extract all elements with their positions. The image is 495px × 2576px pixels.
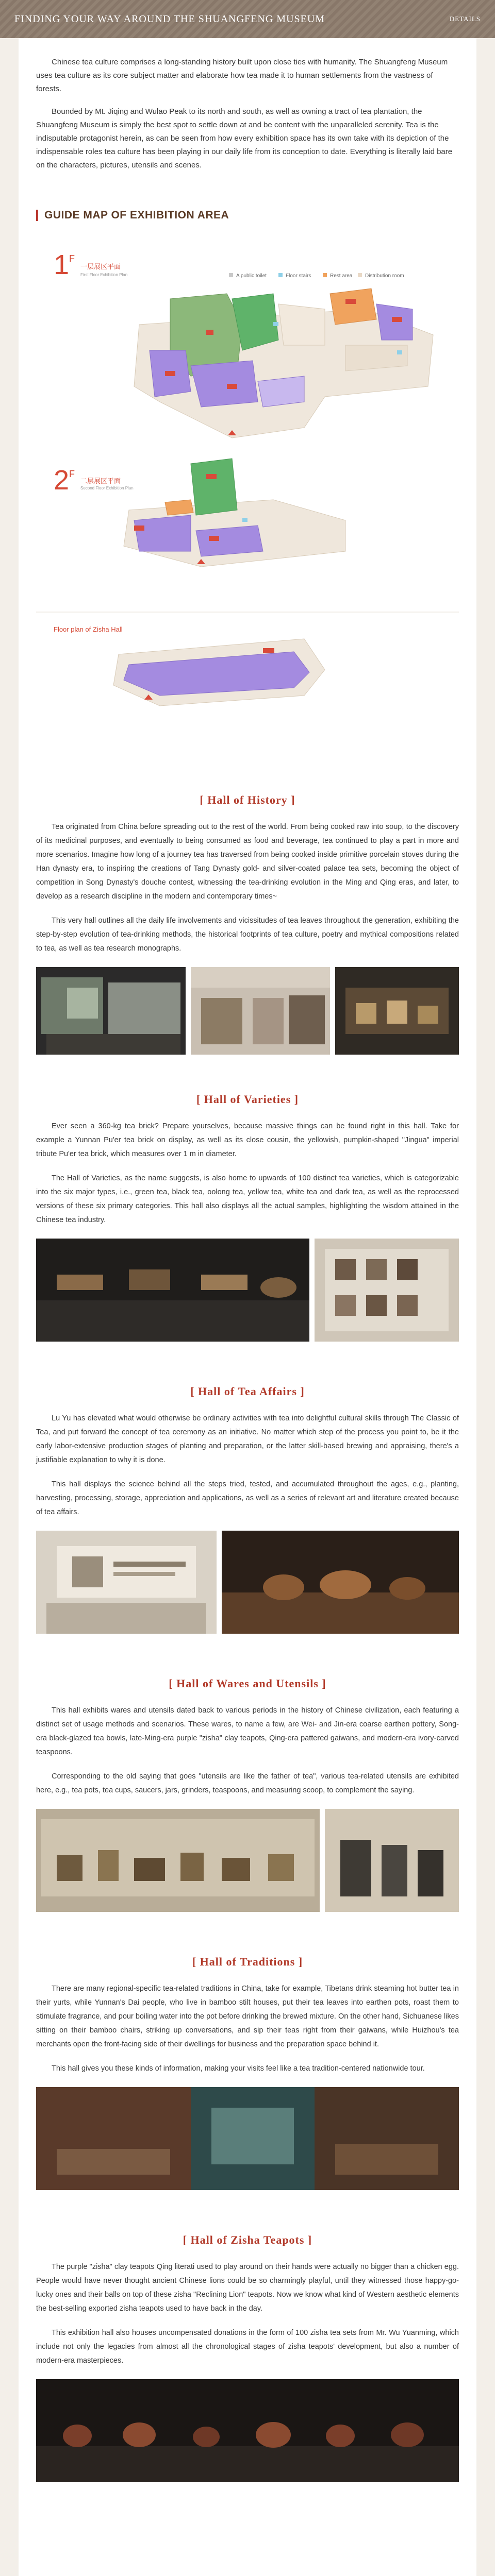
details-link[interactable]: DETAILS: [449, 15, 481, 23]
heading-accent-bar: [36, 210, 38, 221]
stairs-legend-swatch: [278, 273, 283, 277]
floor2-plan: [124, 459, 345, 567]
section-paragraph: There are many regional-specific tea-related traditions in China, take for example, Tibetans drink steaming hot butter tea in their yurts, while Yunnan's Dai people, who live in bamboo stilt houses, put their tea leaves into earthen pots, roast them to stimulate fragrance, and pour boiling water into the pot before drinking the brewed mixture. On the other hand, Sichuanese likes sitting on their bamboo chairs, striking up conversations, and sip their teas right from their gaiwans, while Huizhou's tea merchants open the front-facing side of their dwellings for business and the preparation space behind it.: [36, 1985, 459, 2048]
floor1-number: 1: [54, 249, 70, 280]
intro-paragraph: Bounded by Mt. Jiqing and Wulao Peak to its north and south, as well as owning a tract of tea plantation, the Shuangfeng Museum is simply the best spot to settle down at and be content with the unparalleled serenity. Tea is the indisputable protagonist herein, as can be seen from how every exhibition space has its own take with its depiction of the indispensable roles tea culture has been playing in our daily life from its conception to date. Everything is literally laid bare on the characters, pictures, utensils and scenes.: [36, 107, 453, 170]
legend-public-toilet: A public toilet: [236, 273, 267, 279]
exhibit-photo: [335, 967, 459, 1055]
intro-paragraph: Chinese tea culture comprises a long-standing history built upon close ties with humanity. The Shuangfeng Museum uses tea culture as its core subject matter and elaborate how tea made it to human settlements from the vastness of forests.: [36, 58, 448, 93]
main-content: [19, 38, 476, 2576]
map-legend: [229, 273, 404, 279]
exhibit-photo: [36, 1239, 309, 1342]
section-paragraph: This hall exhibits wares and utensils dated back to various periods in the history of Chinese civilization, each featuring a distinct set of usage methods and scenarios. These wares, to name a few, are Wei- and Jin-era coarse earthen pottery, Song-era black-glazed tea bowls, late-Ming-era purple "zisha" clay teapots, Qing-era pattered gaiwans, and modern-era ivory-carved teaspoons.: [36, 1706, 459, 1756]
legend-distribution-room: Distribution room: [365, 273, 404, 279]
floor-plan-illustration: [36, 232, 459, 716]
floor1-plan: [134, 289, 433, 438]
section-paragraph: This very hall outlines all the daily life involvements and vicissitudes of tea leaves throughout the generation, exhibiting the step-by-step evolution of tea-drinking methods, the historical footprints of tea culture, poetry and mythical compositions related to tea, as well as tea research monographs.: [36, 917, 459, 953]
section-title-tea-affairs: [ Hall of Tea Affairs ]: [190, 1385, 305, 1398]
photo-strip-traditions: [36, 2087, 459, 2190]
photo-strip-tea-affairs: [36, 1531, 459, 1634]
photo-strip-history: [36, 967, 459, 1055]
distribution-legend-swatch: [358, 273, 362, 277]
photo-strip-varieties: [36, 1239, 459, 1342]
exhibit-photo: [36, 1809, 320, 1912]
section-paragraph: This hall gives you these kinds of information, making your visits feel like a tea tradition-centered nationwide tour.: [52, 2064, 425, 2073]
floor2-en: Second Floor Exhibition Plan: [80, 486, 134, 490]
page-title: FINDING YOUR WAY AROUND THE SHUANGFENG MUSEUM: [14, 13, 325, 25]
section-title-varieties: [ Hall of Varieties ]: [196, 1093, 299, 1106]
exhibit-photo: [191, 967, 330, 1055]
exhibit-photo: [36, 2087, 459, 2190]
photo-strip-wares-utensils: [36, 1809, 459, 1912]
section-title-history: [ Hall of History ]: [200, 793, 295, 806]
floor1-label: [54, 249, 127, 280]
floor1-en: First Floor Exhibition Plan: [80, 273, 128, 277]
section-paragraph: Tea originated from China before spreading out to the rest of the world. From being cooked raw into soup, to the discovery of its medicinal purposes, and eventually to being consumed as food and beverage, tea continued to play a part in more and more scenarios. Imagine how long of a journey tea has traversed from being cooked inside primitive porcelain stoves during the Han dynasty era, to inspiring the creations of Tang Dynasty gold- and silver-coated palace tea sets, becoming the object of competition in Song Dynasty's douche contest, witnessing the tea-drinking evolution in the Ming and Qing eras, and later, to develop as a research discipline in the modern and contemporary times~: [36, 823, 459, 901]
top-header-bar: [0, 0, 495, 38]
section-title-traditions: [ Hall of Traditions ]: [192, 1955, 303, 1968]
section-paragraph: Ever seen a 360-kg tea brick? Prepare yourselves, because massive things can be found right in this hall. Take for example a Yunnan Pu'er tea brick on display, as well as its close cousin, the yellowish, pumpkin-shaped "Jingua" imperial tribute Pu'er tea brick, which measures over 1 m in diameter.: [36, 1122, 459, 1158]
section-title-wares-utensils: [ Hall of Wares and Utensils ]: [169, 1677, 326, 1690]
section-paragraph: This exhibition hall also houses uncompensated donations in the form of 100 zisha tea sets from Mr. Wu Yuanming, which include not only the legacies from almost all the chronological stages of zisha teapots' development, but also a number of modern-era masterpieces.: [36, 2329, 459, 2365]
section-paragraph: The purple "zisha" clay teapots Qing literati used to play around on their hands were actually no bigger than a chicken egg. People would have never thought ancient Chinese lions could be so charmingly playful, until they witnessed those happy-go-lucky ones and their balls on top of these zisha "Reclining Lion" teapots. Now we know what kind of Western aesthetic elements the best-selling exported zisha teapots used to have back in the day.: [36, 2263, 459, 2313]
guide-map-heading: [36, 209, 459, 222]
toilet-legend-swatch: [229, 273, 233, 277]
section-paragraph: Lu Yu has elevated what would otherwise be ordinary activities with tea into delightful cultural skills through The Classic of Tea, and put forward the concept of tea ceremony as an initiative. No matter which step of the process you point to, be it the early labor-extensive production stages of planting and preparation, or the latter skill-based brewing and appraising, there's a justifiable explanation to why it is done.: [36, 1414, 459, 1464]
exhibit-photo: [36, 1531, 217, 1634]
exhibit-photo: [36, 2379, 459, 2482]
floor2-label: [54, 465, 134, 496]
zisha-hall-label: Floor plan of Zisha Hall: [54, 625, 123, 633]
legend-rest-area: Rest area: [330, 273, 353, 279]
exhibit-photo: [315, 1239, 459, 1342]
floor2-cn: 二层展区平面: [80, 478, 121, 485]
exhibit-photo: [222, 1531, 459, 1634]
floor2-sup: F: [69, 469, 75, 479]
exhibit-photo: [36, 967, 186, 1055]
legend-floor-stairs: Floor stairs: [286, 273, 311, 279]
zisha-hall-plan: [113, 639, 325, 706]
guide-maps: [36, 232, 459, 716]
exhibit-photo: [325, 1809, 459, 1912]
rest-legend-swatch: [323, 273, 327, 277]
section-title-zisha-teapots: [ Hall of Zisha Teapots ]: [183, 2233, 312, 2246]
guide-map-title: GUIDE MAP OF EXHIBITION AREA: [44, 209, 229, 221]
section-paragraph: This hall displays the science behind all the steps tried, tested, and accumulated throughout the ages, e.g., planting, harvesting, processing, storage, appreciation and applications, as well as a series of relevant art and literature created because of tea affairs.: [36, 1480, 459, 1516]
floor1-sup: F: [69, 253, 75, 264]
floor1-cn: 一层展区平面: [80, 263, 121, 271]
section-paragraph: Corresponding to the old saying that goes "utensils are like the father of tea", various tea-related utensils are exhibited here, e.g., tea pots, tea cups, saucers, jars, grinders, teaspoons, and measuring scoop, to complement the saying.: [36, 1772, 459, 1794]
section-paragraph: The Hall of Varieties, as the name suggests, is also home to upwards of 100 distinct tea varieties, which is categorizable into the six major types, i.e., green tea, black tea, oolong tea, yellow tea, white tea and dark tea, as well as the reprocessed versions of these six primary categories. This hall also displays all the actual samples, highlighting the wisdom attained in the Chinese tea industry.: [36, 1174, 459, 1224]
floor2-number: 2: [54, 465, 70, 496]
photo-strip-zisha-teapots: [36, 2379, 459, 2482]
